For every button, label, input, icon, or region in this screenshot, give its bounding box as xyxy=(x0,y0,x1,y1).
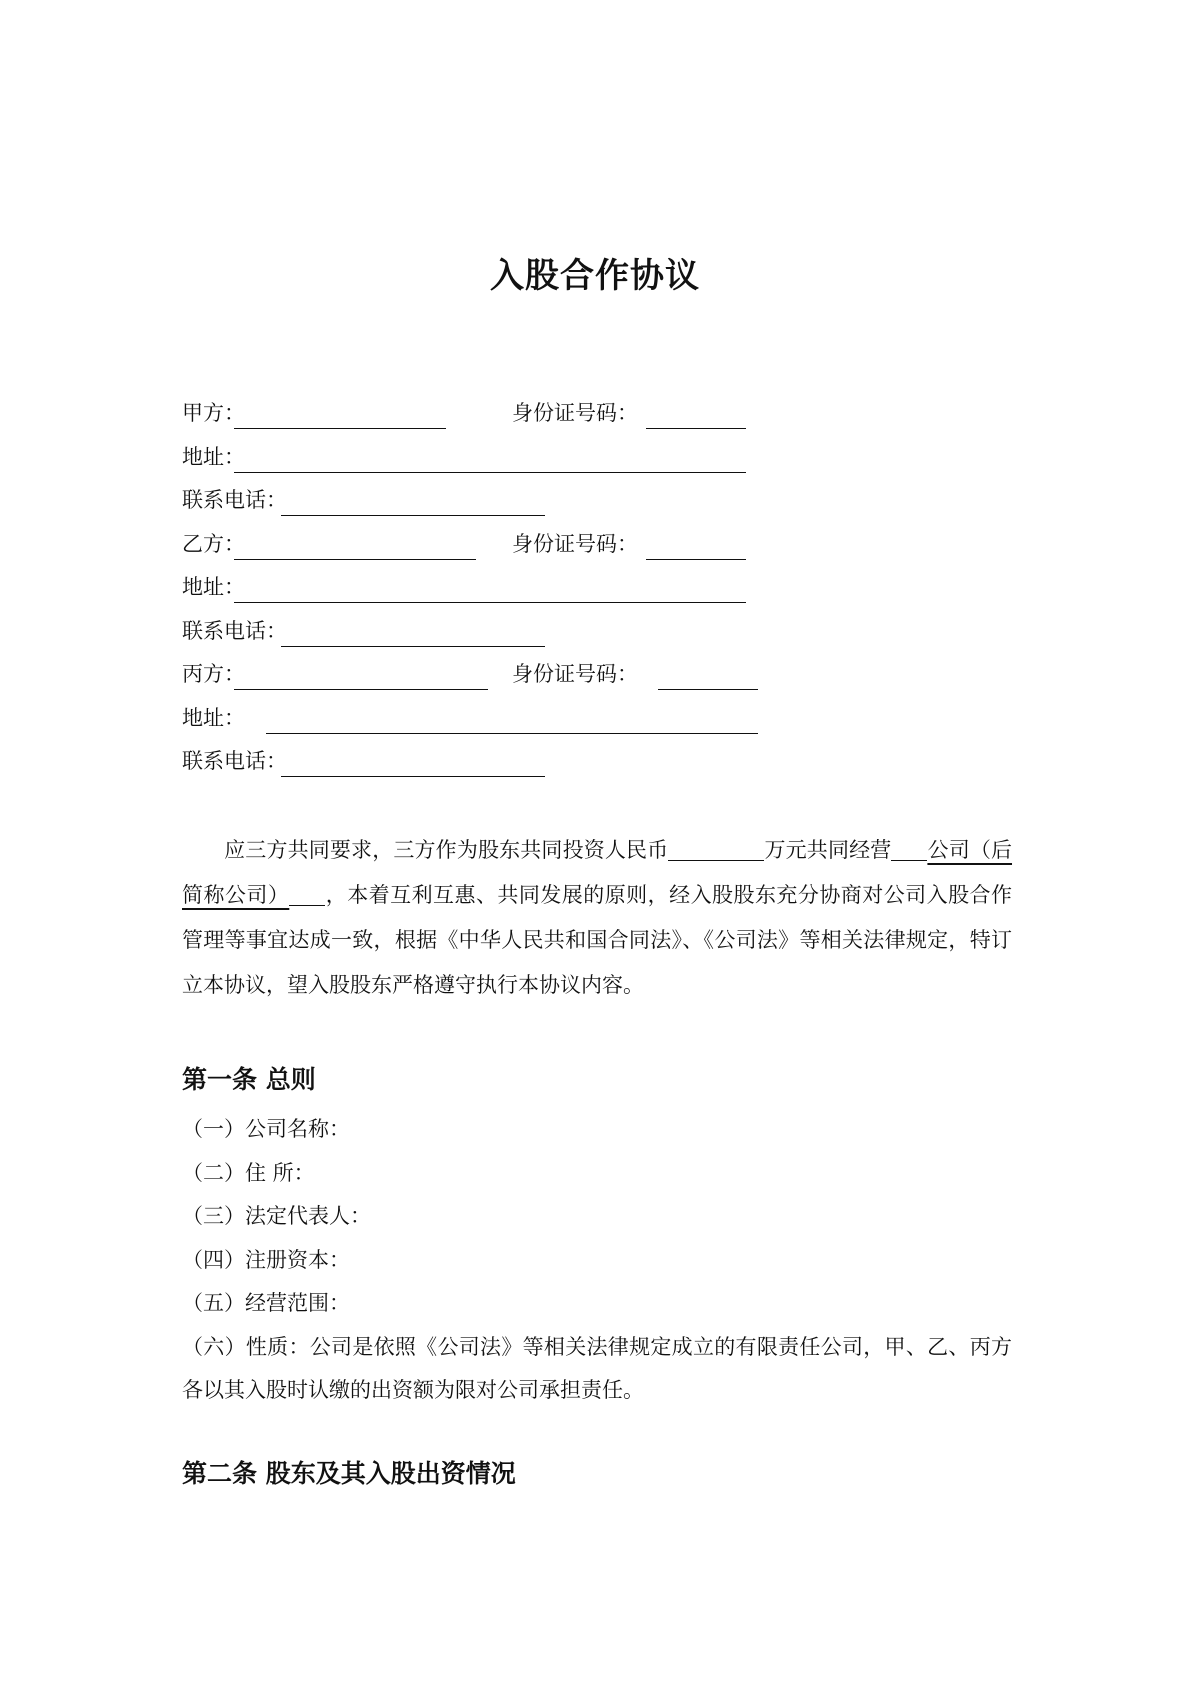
party-a-id-blank[interactable] xyxy=(646,428,746,429)
party-b-address-label: 地址： xyxy=(182,575,245,599)
company-name-blank[interactable] xyxy=(891,859,927,861)
party-b-id-blank[interactable] xyxy=(646,559,746,560)
party-a-phone-label: 联系电话： xyxy=(182,488,287,512)
article-1-item-nature: （六）性质：公司是依照《公司法》等相关法律规定成立的有限责任公司，甲、乙、丙方各以其入股时认缴的出资额为限对公司承担责任。 xyxy=(182,1334,1012,1402)
party-b-name-blank[interactable] xyxy=(234,559,476,560)
article-1-item-registered-capital: （四）注册资本： xyxy=(182,1247,350,1272)
party-c-phone-blank[interactable] xyxy=(281,776,545,777)
party-c-id-label: 身份证号码： xyxy=(512,662,638,686)
party-b-phone-blank[interactable] xyxy=(281,646,545,647)
intro-text-4: ，本着互利互惠、共同发展的原则，经入股股东充分协商对公司入股合作管理等事宜达成一致，根据《中华人民共和国合同法》、《公司法》等相关法律规定，特订立本协议，望入股股东严格遵守执行本协议内容。 xyxy=(182,883,1012,997)
intro-paragraph xyxy=(182,828,1012,1008)
party-b-label: 乙方： xyxy=(182,531,245,556)
party-c-address-label: 地址： xyxy=(182,705,245,730)
party-a-label: 甲方： xyxy=(182,401,245,425)
party-c-label: 丙方： xyxy=(182,662,245,686)
party-a-address-blank[interactable] xyxy=(234,472,746,473)
intro-text-2: 万元共同经营 xyxy=(764,838,892,862)
article-1-items xyxy=(182,1108,1012,1413)
party-b-phone-label: 联系电话： xyxy=(182,618,287,643)
intro-text-1: 应三方共同要求，三方作为股东共同投资人民币 xyxy=(224,838,669,862)
article-1-item-legal-rep: （三）法定代表人： xyxy=(182,1204,371,1228)
article-1-item-business-scope: （五）经营范围： xyxy=(182,1291,350,1315)
party-b-id-label: 身份证号码： xyxy=(512,531,638,556)
intro-company-alias: 公司（后简称公司） xyxy=(182,838,1013,907)
document-title: 入股合作协议 xyxy=(490,256,700,296)
party-c-name-blank[interactable] xyxy=(234,689,488,690)
article-2-heading: 第二条 股东及其入股出资情况 xyxy=(182,1459,516,1488)
party-c-id-blank[interactable] xyxy=(658,689,758,690)
party-c-phone-label: 联系电话： xyxy=(182,749,287,773)
party-a-name-blank[interactable] xyxy=(234,428,446,429)
company-alias-blank[interactable] xyxy=(289,904,325,906)
article-1-item-domicile: （二）住 所： xyxy=(182,1160,315,1185)
party-a-id-label: 身份证号码： xyxy=(512,401,638,425)
investment-amount-blank[interactable] xyxy=(668,859,764,861)
article-1-item-company-name: （一）公司名称： xyxy=(182,1117,350,1141)
party-a-phone-blank[interactable] xyxy=(281,515,545,516)
party-a-address-label: 地址： xyxy=(182,444,245,469)
party-b-address-blank[interactable] xyxy=(234,602,746,603)
article-1-heading: 第一条 总则 xyxy=(182,1065,316,1094)
party-c-address-blank[interactable] xyxy=(266,733,758,734)
